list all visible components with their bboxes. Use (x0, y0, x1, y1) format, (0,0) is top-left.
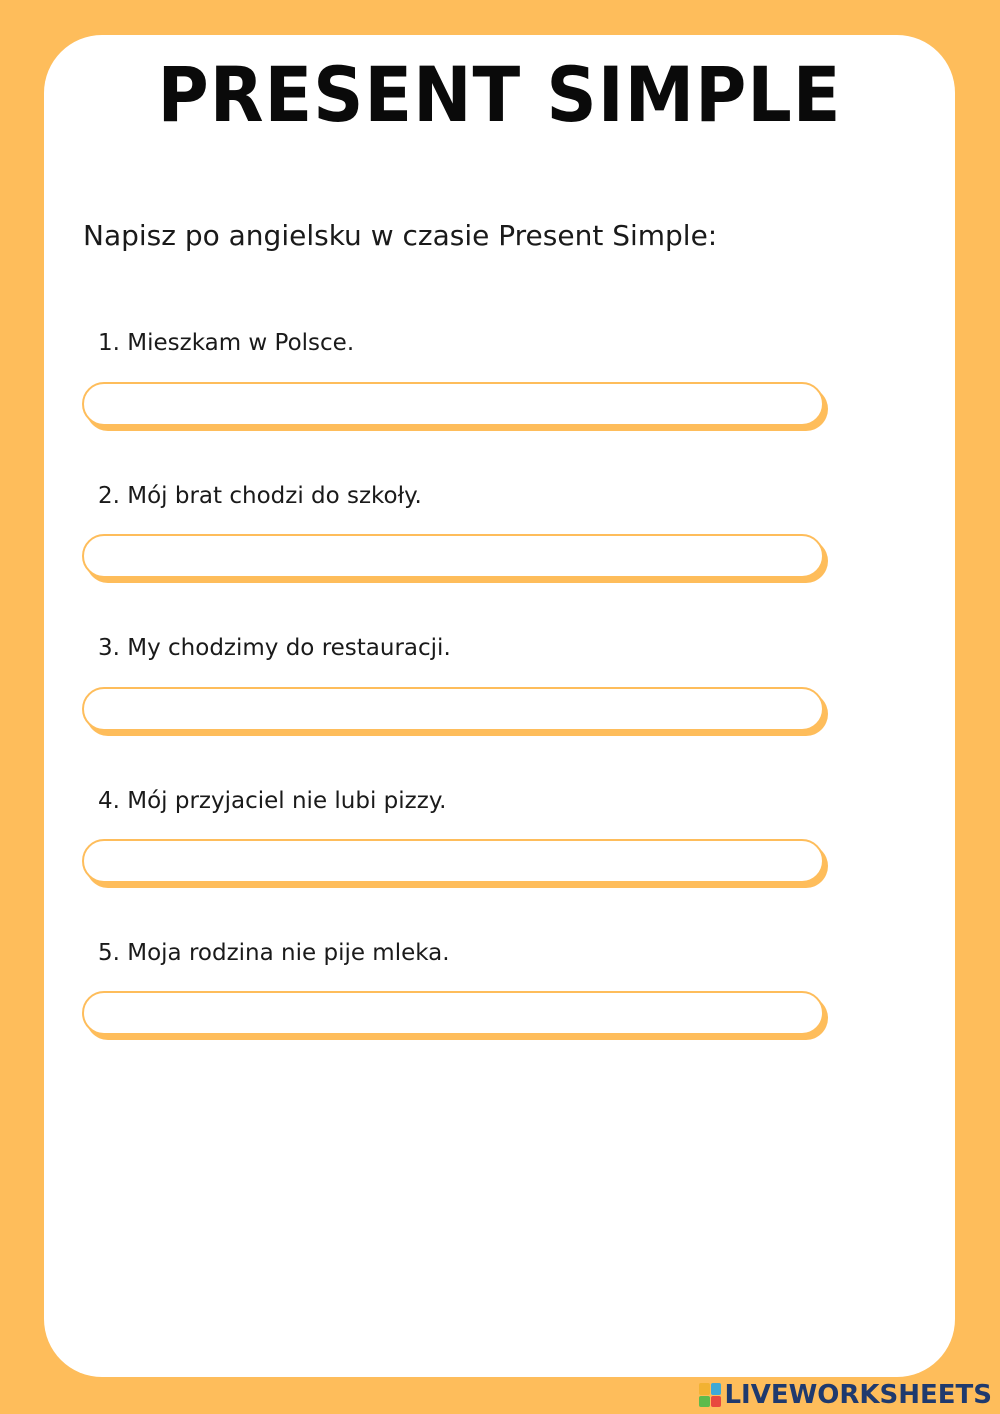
answer-box-5[interactable] (82, 991, 824, 1035)
instruction-text: Napisz po angielsku w czasie Present Simple: (83, 219, 718, 252)
answer-input-5[interactable] (84, 993, 822, 1033)
question-2-label: 2. Mój brat chodzi do szkoły. (98, 483, 422, 509)
question-3-label: 3. My chodzimy do restauracji. (98, 635, 451, 661)
question-5-label: 5. Moja rodzina nie pije mleka. (98, 940, 450, 966)
brand-name: LIVEWORKSHEETS (724, 1380, 992, 1410)
page-title: PRESENT SIMPLE (157, 50, 842, 139)
liveworksheets-logo-icon (699, 1383, 721, 1407)
question-4-label: 4. Mój przyjaciel nie lubi pizzy. (98, 788, 447, 814)
answer-box-2[interactable] (82, 534, 824, 578)
worksheet-page (44, 35, 955, 1377)
answer-box-3[interactable] (82, 687, 824, 731)
answer-box-1[interactable] (82, 382, 824, 426)
answer-input-1[interactable] (84, 384, 822, 424)
answer-input-3[interactable] (84, 689, 822, 729)
answer-box-4[interactable] (82, 839, 824, 883)
answer-input-4[interactable] (84, 841, 822, 881)
liveworksheets-brand (699, 1382, 992, 1408)
question-1-label: 1. Mieszkam w Polsce. (98, 330, 355, 356)
answer-input-2[interactable] (84, 536, 822, 576)
